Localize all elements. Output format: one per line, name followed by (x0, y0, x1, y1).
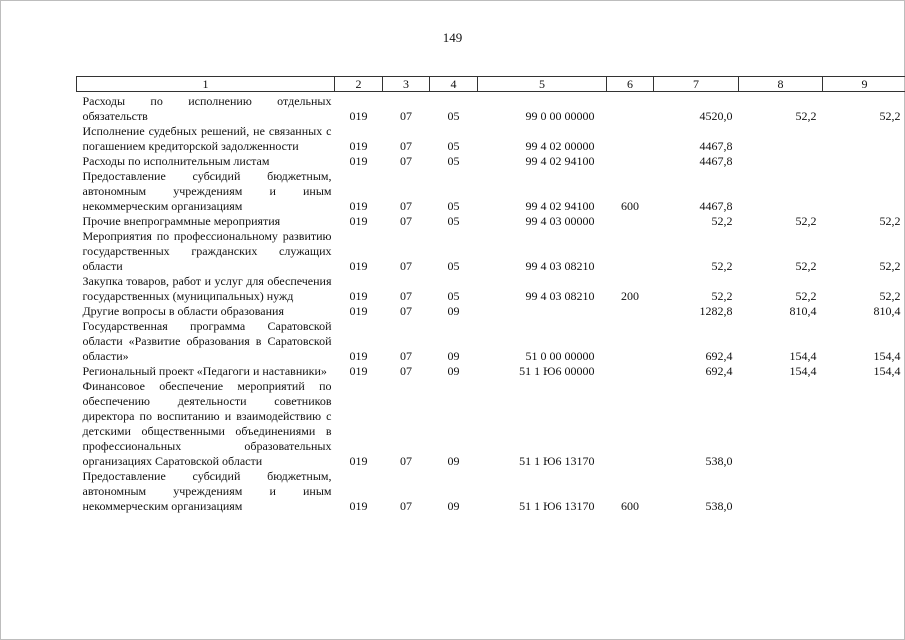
code-expense-type: 600 (621, 499, 639, 513)
amount-col7: 692,4 (705, 349, 733, 363)
code-expense-type (607, 379, 654, 469)
table-row (77, 364, 905, 379)
code-subsection: 09 (447, 454, 460, 468)
code-target: 99 0 00 00000 (525, 109, 595, 123)
code-gov: 019 (349, 109, 368, 123)
table-row (77, 319, 905, 364)
amount-col9: 52,2 (879, 214, 901, 228)
code-gov: 019 (349, 364, 368, 378)
row-name: Расходы по исполнительным листам (82, 154, 270, 168)
code-expense-type (607, 124, 654, 154)
column-header-4: 4 (430, 77, 478, 92)
code-subsection: 09 (447, 304, 460, 318)
code-target: 99 4 02 94100 (525, 199, 595, 213)
amount-col7: 4467,8 (699, 139, 733, 153)
code-subsection: 05 (447, 214, 460, 228)
amount-col9: 154,4 (873, 364, 901, 378)
amount-col7: 52,2 (711, 289, 733, 303)
code-expense-type (607, 304, 654, 319)
row-name: Мероприятия по профессиональному развитию государственных гражданских служащих области (82, 229, 332, 273)
column-header-6: 6 (607, 77, 654, 92)
table-row (77, 469, 905, 514)
column-header-7: 7 (654, 77, 739, 92)
code-gov: 019 (349, 199, 368, 213)
code-expense-type: 600 (621, 199, 639, 213)
amount-col8 (739, 154, 823, 169)
amount-col7: 4467,8 (699, 154, 733, 168)
amount-col7: 1282,8 (699, 304, 733, 318)
code-subsection: 05 (447, 199, 460, 213)
amount-col9: 52,2 (879, 259, 901, 273)
code-target: 51 1 Ю6 13170 (519, 499, 595, 513)
code-section: 07 (400, 349, 412, 363)
code-expense-type (607, 364, 654, 379)
code-gov: 019 (349, 259, 368, 273)
amount-col9 (823, 469, 905, 514)
amount-col7: 538,0 (705, 454, 733, 468)
table-header-row (77, 77, 905, 92)
amount-col9 (823, 154, 905, 169)
code-section: 07 (400, 259, 412, 273)
amount-col9: 810,4 (873, 304, 901, 318)
code-section: 07 (400, 199, 412, 213)
code-gov: 019 (349, 214, 368, 228)
amount-col7: 4520,0 (699, 109, 733, 123)
amount-col9 (823, 124, 905, 154)
code-subsection: 05 (447, 154, 460, 168)
code-expense-type (607, 319, 654, 364)
amount-col8: 52,2 (795, 109, 817, 123)
table-row (77, 169, 905, 214)
code-target: 99 4 03 00000 (525, 214, 595, 228)
amount-col9: 52,2 (879, 109, 901, 123)
code-subsection: 05 (447, 139, 460, 153)
amount-col7: 692,4 (705, 364, 733, 378)
code-section: 07 (400, 214, 412, 228)
amount-col8 (739, 469, 823, 514)
column-header-1: 1 (77, 77, 335, 92)
page-number: 149 (442, 30, 463, 45)
code-expense-type (607, 94, 654, 124)
row-name: Расходы по исполнению отдельных обязательств (82, 94, 332, 123)
column-header-2: 2 (335, 77, 383, 92)
table-body (77, 92, 905, 515)
table-row (77, 94, 905, 124)
code-target: 99 4 02 00000 (525, 139, 595, 153)
code-target: 99 4 03 08210 (525, 259, 595, 273)
amount-col8: 52,2 (795, 214, 817, 228)
amount-col9: 52,2 (879, 289, 901, 303)
code-section: 07 (400, 109, 412, 123)
code-gov: 019 (349, 289, 368, 303)
code-target (478, 304, 607, 319)
column-header-5: 5 (478, 77, 607, 92)
table-row (77, 124, 905, 154)
amount-col8 (739, 379, 823, 469)
code-target: 51 1 Ю6 00000 (519, 364, 595, 378)
amount-col8: 154,4 (789, 364, 817, 378)
code-target: 99 4 02 94100 (525, 154, 595, 168)
amount-col8 (739, 124, 823, 154)
table-row (77, 214, 905, 229)
code-subsection: 05 (447, 109, 460, 123)
table-row (77, 274, 905, 304)
code-subsection: 09 (447, 349, 460, 363)
amount-col8: 810,4 (789, 304, 817, 318)
code-subsection: 05 (447, 259, 460, 273)
row-name: Предоставление субсидий бюджетным, автономным учреждениям и иным некоммерческим организациям (82, 169, 332, 213)
amount-col8: 52,2 (795, 289, 817, 303)
table-row (77, 379, 905, 469)
row-name: Другие вопросы в области образования (82, 304, 284, 318)
row-name: Государственная программа Саратовской области «Развитие образования в Саратовской области» (82, 319, 332, 363)
table-row (77, 229, 905, 274)
code-subsection: 09 (447, 364, 460, 378)
amount-col7: 4467,8 (699, 199, 733, 213)
amount-col7: 52,2 (711, 259, 733, 273)
code-expense-type: 200 (621, 289, 639, 303)
amount-col9: 154,4 (873, 349, 901, 363)
code-section: 07 (400, 154, 412, 168)
amount-col9 (823, 169, 905, 214)
code-expense-type (607, 229, 654, 274)
code-gov: 019 (349, 304, 368, 318)
row-name: Региональный проект «Педагоги и наставники» (82, 364, 327, 378)
amount-col7: 538,0 (705, 499, 733, 513)
code-section: 07 (400, 289, 412, 303)
code-gov: 019 (349, 139, 368, 153)
code-gov: 019 (349, 454, 368, 468)
row-name: Предоставление субсидий бюджетным, автономным учреждениям и иным некоммерческим организациям (82, 469, 332, 513)
table-row (77, 304, 905, 319)
amount-col7: 52,2 (711, 214, 733, 228)
code-gov: 019 (349, 499, 368, 513)
code-subsection: 05 (447, 289, 460, 303)
row-name: Закупка товаров, работ и услуг для обеспечения государственных (муниципальных) нужд (82, 274, 332, 303)
amount-col8 (739, 169, 823, 214)
code-section: 07 (400, 304, 412, 318)
row-name: Финансовое обеспечение мероприятий по обеспечению деятельности советников директора по воспитанию и взаимодействию с детскими общественными объединениями в профессиональных образовательных организациях Саратовской области (82, 379, 332, 468)
column-header-3: 3 (383, 77, 430, 92)
code-subsection: 09 (447, 499, 460, 513)
row-name: Прочие внепрограммные мероприятия (82, 214, 281, 228)
code-section: 07 (400, 364, 412, 378)
code-gov: 019 (349, 154, 368, 168)
budget-table (76, 76, 905, 514)
amount-col8: 52,2 (795, 259, 817, 273)
row-name: Исполнение судебных решений, не связанных с погашением кредиторской задолженности (82, 124, 332, 153)
code-section: 07 (400, 499, 412, 513)
code-section: 07 (400, 139, 412, 153)
amount-col9 (823, 379, 905, 469)
column-header-9: 9 (823, 77, 905, 92)
amount-col8: 154,4 (789, 349, 817, 363)
code-expense-type (607, 154, 654, 169)
code-target: 51 0 00 00000 (525, 349, 595, 363)
code-target: 51 1 Ю6 13170 (519, 454, 595, 468)
code-expense-type (607, 214, 654, 229)
column-header-8: 8 (739, 77, 823, 92)
code-section: 07 (400, 454, 412, 468)
code-target: 99 4 03 08210 (525, 289, 595, 303)
table-row (77, 154, 905, 169)
code-gov: 019 (349, 349, 368, 363)
